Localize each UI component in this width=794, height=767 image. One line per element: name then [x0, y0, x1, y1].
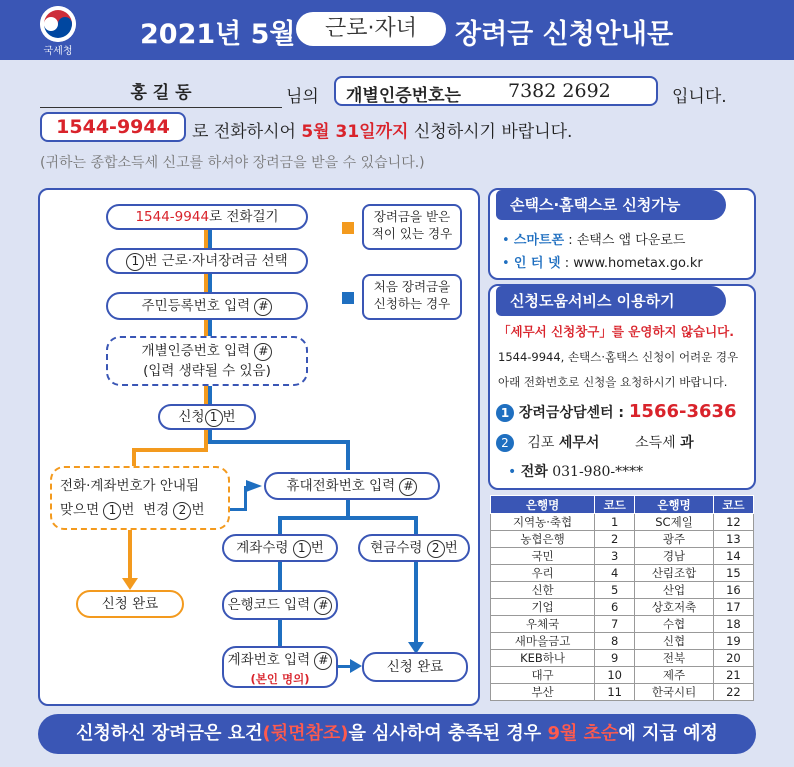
bank-code-cell: 16	[713, 582, 753, 599]
bank-name-cell: 산림조합	[635, 565, 714, 582]
bank-code-cell: 14	[713, 548, 753, 565]
account-recv-num: 1	[293, 540, 311, 558]
bank-table-body	[491, 514, 754, 701]
cert-number: 7382 2692	[508, 80, 611, 102]
confirm-change-num: 2	[173, 502, 191, 520]
footer-c: 을 심사하여 충족된 경우	[348, 723, 542, 744]
bank-name-cell: 우체국	[491, 616, 595, 633]
footer-a: 신청하신 장려금은 요건	[76, 723, 263, 744]
bank-name-cell: 신협	[635, 633, 714, 650]
title-main: 장려금 신청안내문	[455, 19, 674, 50]
bank-code-cell: 13	[713, 531, 753, 548]
cash-recv-num: 2	[427, 540, 445, 558]
office-tax-office: 세무서	[558, 435, 600, 451]
bank-name-cell: 상호저축	[635, 599, 714, 616]
cash-recv-c: 번	[444, 540, 458, 556]
online-internet	[502, 252, 703, 271]
bank-code-cell: 10	[595, 667, 635, 684]
bank-code-cell: 5	[595, 582, 635, 599]
bank-row	[491, 565, 754, 582]
footer-ref: (뒷면참조)	[262, 723, 349, 744]
bank-row	[491, 650, 754, 667]
bank-name-cell: 기업	[491, 599, 595, 616]
step-call-label: 로 전화걸기	[209, 209, 279, 225]
online-smartphone	[502, 229, 685, 248]
apply-phone-number: 1544-9944	[40, 112, 186, 142]
bank-name-cell: 우리	[491, 565, 595, 582]
step-apply-a: 신청	[178, 409, 205, 425]
center-num-badge: 1	[496, 404, 514, 422]
bank-name-cell: 부산	[491, 684, 595, 701]
bullet-dot: •	[502, 233, 510, 248]
step-apply	[158, 404, 256, 430]
bank-name-cell: 국민	[491, 548, 595, 565]
legend-blue-swatch	[342, 292, 354, 304]
bank-code-cell: 7	[595, 616, 635, 633]
account-confirm-text: 전화·계좌번호가 안내됨	[60, 478, 199, 494]
bank-code-cell: 3	[595, 548, 635, 565]
bank-header-cell: 코드	[595, 496, 635, 514]
bank-name-cell: 대구	[491, 667, 595, 684]
smartphone-value: : 손택스 앱 다운로드	[568, 233, 686, 248]
title-type-pill: 근로·자녀	[296, 12, 446, 46]
bullet-dot: •	[508, 464, 517, 480]
footer-date: 9월 초순	[547, 723, 619, 744]
confirm-change: 변경	[143, 502, 170, 518]
step-apply-num: 1	[205, 409, 223, 427]
help-office	[496, 432, 694, 452]
recipient-name: 홍 길 동	[40, 78, 282, 108]
bank-name-cell: 신한	[491, 582, 595, 599]
office-phone: 031-980-****	[552, 464, 644, 480]
office-dept-suffix: 과	[680, 435, 694, 451]
confirm-yes: 맞으면	[60, 502, 100, 518]
bank-table-header	[491, 496, 754, 514]
bank-row	[491, 633, 754, 650]
step-select	[106, 248, 308, 274]
bank-name-cell: 새마을금고	[491, 633, 595, 650]
title-date: 2021년 5월	[140, 19, 296, 50]
bank-name-cell: 전북	[635, 650, 714, 667]
step-resident-id	[106, 292, 308, 320]
hash-key-icon: #	[399, 478, 417, 496]
confirm-change-c: 번	[191, 502, 205, 518]
bank-header-cell: 코드	[713, 496, 753, 514]
bank-code-cell: 9	[595, 650, 635, 667]
bank-row	[491, 582, 754, 599]
account-confirm-box	[50, 466, 230, 530]
cash-recv-a: 현금수령	[370, 540, 423, 556]
step-account-number	[222, 646, 338, 688]
bank-code-cell: 1	[595, 514, 635, 531]
office-phone-label: 전화	[520, 464, 548, 480]
instruction-a: 로 전화하시어	[192, 122, 296, 142]
hash-key-icon: #	[314, 597, 332, 615]
notice-note: (귀하는 종합소득세 신고를 하셔야 장려금을 받을 수 있습니다.)	[40, 155, 425, 171]
help-title: 신청도움서비스 이용하기	[496, 286, 726, 316]
internet-label: 인 터 넷	[513, 256, 561, 271]
bank-code-cell: 17	[713, 599, 753, 616]
bank-row	[491, 667, 754, 684]
done-right: 신청 완료	[362, 652, 468, 682]
bank-code-cell: 20	[713, 650, 753, 667]
legend-orange-swatch	[342, 222, 354, 234]
step-select-label: 번 근로·자녀장려금 선택	[144, 253, 288, 269]
hash-key-icon: #	[254, 298, 272, 316]
name-suffix: 님의	[286, 87, 319, 107]
bank-name-cell: KEB하나	[491, 650, 595, 667]
bank-code-cell: 18	[713, 616, 753, 633]
bank-header-cell: 은행명	[635, 496, 714, 514]
bank-code-label: 은행코드 입력	[227, 597, 311, 613]
bank-header-cell: 은행명	[491, 496, 595, 514]
bullet-dot: •	[502, 256, 510, 271]
instruction-b: 신청하시기 바랍니다.	[413, 122, 573, 142]
step-mobile	[264, 472, 440, 500]
step-account-recv	[222, 534, 338, 562]
bank-code-table	[490, 495, 754, 701]
legend-orange-label: 장려금을 받은 적이 있는 경우	[362, 204, 462, 250]
bank-code-cell: 8	[595, 633, 635, 650]
hash-key-icon: #	[254, 343, 272, 361]
bank-code-cell: 2	[595, 531, 635, 548]
bank-row	[491, 548, 754, 565]
logo-label: 국세청	[43, 46, 73, 57]
bank-name-cell: 농협은행	[491, 531, 595, 548]
bank-name-cell: 한국시티	[635, 684, 714, 701]
bank-row	[491, 616, 754, 633]
bank-name-cell: 경남	[635, 548, 714, 565]
account-number-label: 계좌번호 입력	[227, 652, 311, 668]
bank-code-cell: 19	[713, 633, 753, 650]
center-label: 장려금상담센터 :	[518, 405, 625, 421]
bank-name-cell: SC제일	[635, 514, 714, 531]
office-dept: 소득세	[635, 435, 676, 451]
step-select-num: 1	[126, 253, 144, 271]
step-call-number: 1544-9944	[135, 209, 210, 225]
help-center	[496, 401, 737, 422]
account-number-note: (본인 명의)	[250, 672, 310, 686]
bank-row	[491, 514, 754, 531]
bank-name-cell: 산업	[635, 582, 714, 599]
bank-name-cell: 광주	[635, 531, 714, 548]
done-left: 신청 완료	[76, 590, 184, 618]
bank-code-cell: 11	[595, 684, 635, 701]
bank-name-cell: 지역농·축협	[491, 514, 595, 531]
bank-code-cell: 12	[713, 514, 753, 531]
online-title: 손택스·홈택스로 신청가능	[496, 190, 726, 220]
account-recv-a: 계좌수령	[236, 540, 289, 556]
bank-code-cell: 4	[595, 565, 635, 582]
help-line1: 1544-9944, 손택스·홈택스 신청이 어려운 경우	[498, 350, 739, 364]
bank-code-cell: 22	[713, 684, 753, 701]
step-call	[106, 204, 308, 230]
step-bank-code	[222, 590, 338, 620]
office-city: 김포	[527, 435, 555, 451]
confirm-yes-c: 번	[121, 502, 135, 518]
bank-name-cell: 제주	[635, 667, 714, 684]
hash-key-icon: #	[314, 652, 332, 670]
bank-code-cell: 6	[595, 599, 635, 616]
step-cert-label: 개별인증번호 입력	[141, 343, 251, 359]
internet-value: : www.hometax.go.kr	[564, 256, 703, 271]
legend-blue-label: 처음 장려금을 신청하는 경우	[362, 274, 462, 320]
step-cert-optional: (입력 생략될 수 있음)	[143, 363, 271, 379]
help-line2: 아래 전화번호로 신청을 요청하시기 바랍니다.	[498, 375, 728, 389]
help-office-phone	[508, 461, 643, 481]
help-notice: 「세무서 신청창구」를 운영하지 않습니다.	[498, 324, 735, 339]
footer-e: 에 지급 예정	[618, 723, 718, 744]
bank-name-cell: 수협	[635, 616, 714, 633]
bank-code-cell: 21	[713, 667, 753, 684]
deadline: 5월 31일까지	[301, 122, 409, 142]
step-mobile-label: 휴대전화번호 입력	[286, 478, 396, 494]
cert-end: 입니다.	[672, 87, 727, 107]
office-num-badge: 2	[496, 434, 514, 452]
step-cert-number	[106, 336, 308, 386]
bank-code-cell: 15	[713, 565, 753, 582]
smartphone-label: 스마트폰	[513, 233, 565, 248]
bank-row	[491, 684, 754, 701]
step-resident-label: 주민등록번호 입력	[141, 298, 251, 314]
bank-row	[491, 531, 754, 548]
bank-row	[491, 599, 754, 616]
step-apply-b: 번	[222, 409, 236, 425]
step-cash-recv	[358, 534, 470, 562]
payment-notice-footer	[38, 714, 756, 754]
confirm-yes-num: 1	[103, 502, 121, 520]
cert-label: 개별인증번호는	[346, 86, 461, 106]
center-phone: 1566-3636	[628, 401, 737, 422]
account-recv-c: 번	[310, 540, 324, 556]
